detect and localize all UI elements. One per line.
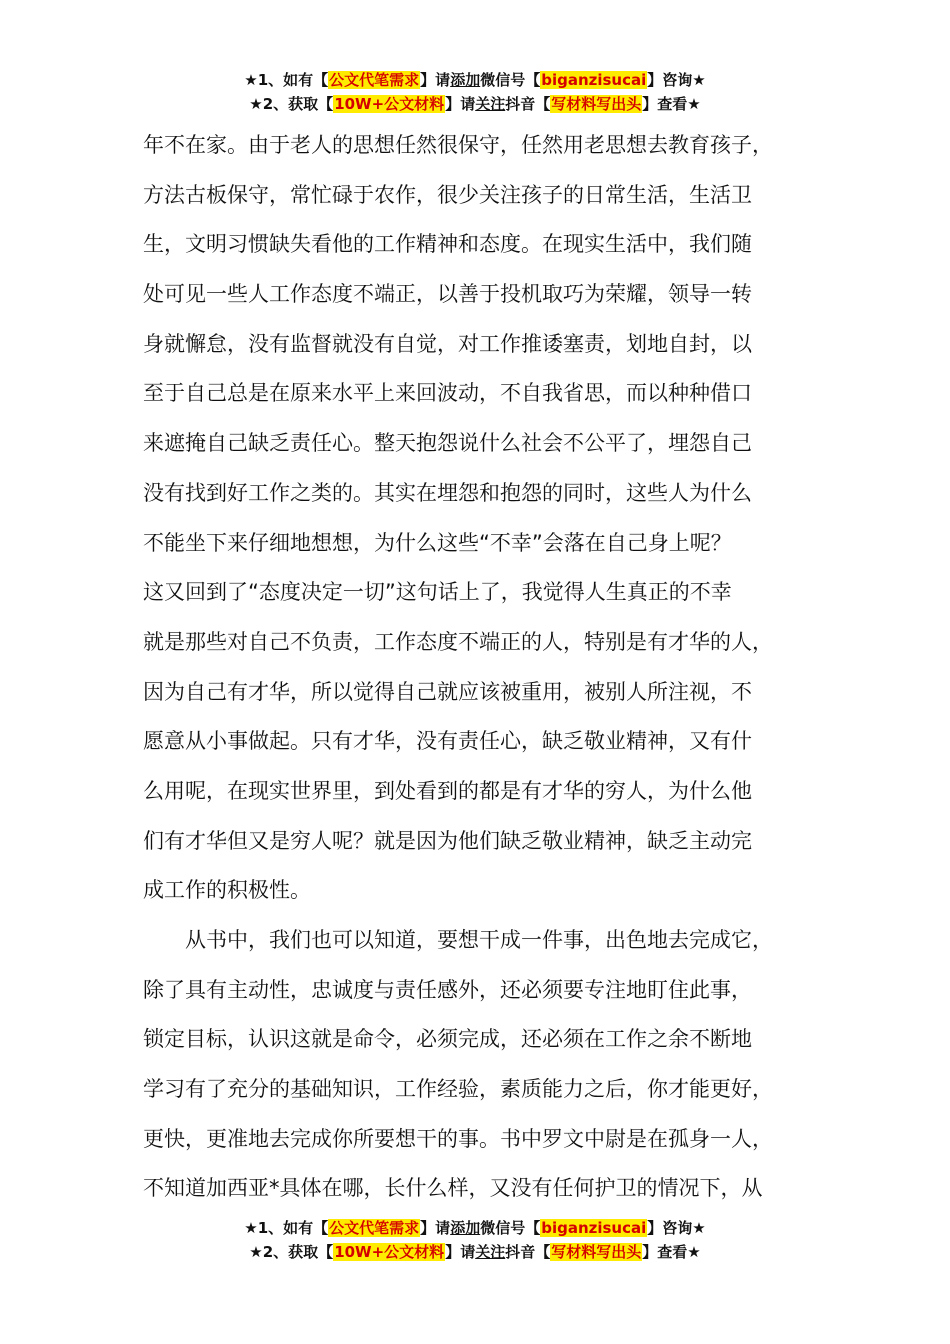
text-line: 不知道加西亚*具体在哪，长什么样，又没有任何护卫的情况下，从 (143, 1176, 763, 1201)
banner-text: 】咨询★ (647, 71, 706, 89)
banner-underlined-text: 关注 (475, 1243, 506, 1261)
paragraph-1 (143, 121, 833, 916)
banner-text: 】请 (420, 1219, 451, 1237)
banner-text: 】请 (420, 71, 451, 89)
text-line: 愿意从小事做起。只有才华，没有责任心，缺乏敬业精神，又有什 (143, 729, 752, 754)
header-banner (0, 68, 950, 116)
highlight-materials: 10W+公文材料 (334, 1243, 445, 1261)
text-line: 除了具有主动性，忠诚度与责任感外，还必须要专注地盯住此事， (143, 977, 752, 1002)
text-line: 这又回到了“态度决定一切”这句话上了，我觉得人生真正的不幸 (143, 580, 732, 605)
banner-line-1 (0, 1216, 950, 1240)
banner-text: 】请 (445, 1243, 476, 1261)
text-line: 年不在家。由于老人的思想任然很保守，任然用老思想去教育孩子， (143, 133, 773, 157)
text-line: 成工作的积极性。 (143, 878, 311, 903)
text-line: 没有找到好工作之类的。其实在埋怨和抱怨的同时，这些人为什么 (143, 480, 752, 505)
text-line: 不能坐下来仔细地想想，为什么这些“不幸”会落在自己身上呢？ (143, 530, 732, 555)
banner-text: 】请 (445, 95, 476, 113)
text-line: 么用呢，在现实世界里，到处看到的都是有才华的穷人，为什么他 (143, 778, 752, 803)
banner-text: 】查看★ (642, 1243, 701, 1261)
document-body (143, 121, 833, 1214)
banner-text: 抖音【 (505, 1243, 551, 1261)
text-line: 因为自己有才华，所以觉得自己就应该被重用，被别人所注视，不 (143, 679, 752, 704)
text-line: 更快，更准地去完成你所要想干的事。书中罗文中尉是在孤身一人， (143, 1126, 773, 1151)
highlight-wechat-id: biganzisucai (541, 71, 647, 89)
text-line: 方法古板保守，常忙碌于农作，很少关注孩子的日常生活，生活卫 (143, 182, 752, 207)
text-line: 至于自己总是在原来水平上来回波动，不自我省思，而以种种借口 (143, 381, 752, 406)
banner-text: 】查看★ (642, 95, 701, 113)
banner-line-2 (0, 1240, 950, 1264)
highlight-douyin-account: 写材料写出头 (551, 1243, 642, 1261)
highlight-wechat-id: biganzisucai (541, 1219, 647, 1237)
text-line: 从书中，我们也可以知道，要想干成一件事，出色地去完成它， (185, 928, 773, 952)
highlight-douyin-account: 写材料写出头 (551, 95, 642, 113)
paragraph-2 (143, 916, 833, 1214)
banner-underlined-text: 关注 (475, 95, 506, 113)
banner-text: 微信号【 (480, 71, 541, 89)
highlight-materials: 10W+公文材料 (334, 95, 445, 113)
highlight-service: 公文代笔需求 (329, 71, 420, 89)
footer-banner (0, 1216, 950, 1264)
highlight-service: 公文代笔需求 (329, 1219, 420, 1237)
text-line: 生，文明习惯缺失看他的工作精神和态度。在现实生活中，我们随 (143, 232, 752, 257)
banner-underlined-text: 添加 (450, 1219, 481, 1237)
banner-text: ★1、如有【 (244, 71, 329, 89)
banner-line-2 (0, 92, 950, 116)
text-line: 就是那些对自己不负责，工作态度不端正的人，特别是有才华的人， (143, 629, 773, 654)
banner-text: 】咨询★ (647, 1219, 706, 1237)
text-line: 锁定目标，认识这就是命令，必须完成，还必须在工作之余不断地 (143, 1027, 752, 1052)
banner-text: 微信号【 (480, 1219, 541, 1237)
text-line: 学习有了充分的基础知识，工作经验，素质能力之后，你才能更好， (143, 1077, 773, 1102)
banner-line-1 (0, 68, 950, 92)
text-line: 处可见一些人工作态度不端正，以善于投机取巧为荣耀，领导一转 (143, 282, 752, 307)
banner-text: ★2、获取【 (249, 1243, 334, 1261)
banner-text: 抖音【 (505, 95, 551, 113)
text-line: 来遮掩自己缺乏责任心。整天抱怨说什么社会不公平了，埋怨自己 (143, 431, 752, 456)
text-line: 们有才华但又是穷人呢？就是因为他们缺乏敬业精神，缺乏主动完 (143, 828, 752, 853)
text-line: 身就懈怠，没有监督就没有自觉，对工作推诿塞责，划地自封，以 (143, 331, 752, 356)
banner-underlined-text: 添加 (450, 71, 481, 89)
banner-text: ★2、获取【 (249, 95, 334, 113)
banner-text: ★1、如有【 (244, 1219, 329, 1237)
